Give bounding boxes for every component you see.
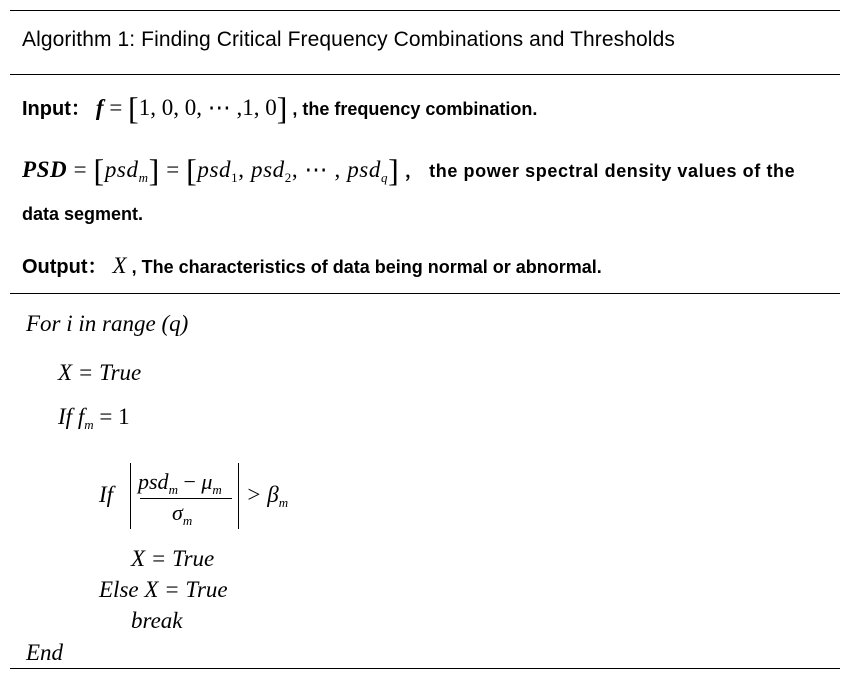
fraction-denominator: $\sigma_m$ [172, 500, 193, 528]
end-line: End [26, 640, 64, 665]
abs-bar-left [130, 463, 131, 529]
output-desc: , The characteristics of data being normal or abnormal. [131, 257, 602, 277]
psd-desc-cont: data segment. [22, 204, 144, 224]
input-desc: , the frequency combination. [292, 99, 538, 119]
output-label: Output： [22, 256, 108, 278]
title-rule [10, 74, 840, 75]
top-rule [10, 10, 840, 11]
fraction-bar [140, 498, 232, 499]
input-formula: f = [1, 0, 0, ⋯ ,1, 0] [95, 90, 288, 126]
else-line: Else X = True [99, 577, 228, 602]
for-line: For i in range (q) [26, 311, 189, 336]
assign-true: X = True [58, 360, 142, 385]
psd-desc: ， the power spectral density values of the [404, 161, 796, 181]
output-var: X [112, 253, 127, 278]
abs-bar-right [238, 463, 239, 529]
if-inner-label: If [99, 482, 114, 507]
if-f-line: If $f_m = 1$ [58, 404, 130, 432]
fraction-numerator: $psd_m - \mu_m$ [138, 469, 222, 497]
input-line [22, 90, 537, 127]
break-line: break [131, 608, 183, 633]
threshold: > $\beta_m$ [246, 482, 289, 510]
algorithm-title: Algorithm 1: Finding Critical Frequency Combinations and Thresholds [22, 28, 675, 51]
assign-true-inner: X = True [131, 546, 215, 571]
output-line [22, 250, 602, 279]
input-label: Input： [22, 98, 91, 120]
abs-fraction [130, 463, 240, 529]
psd-formula: PSD = [psd$_m$] = [psd$_1$, psd$_2$, ⋯ , psd$_q$] [22, 152, 400, 188]
body-rule [10, 293, 840, 294]
psd-line [22, 152, 795, 189]
bottom-rule [10, 668, 840, 669]
